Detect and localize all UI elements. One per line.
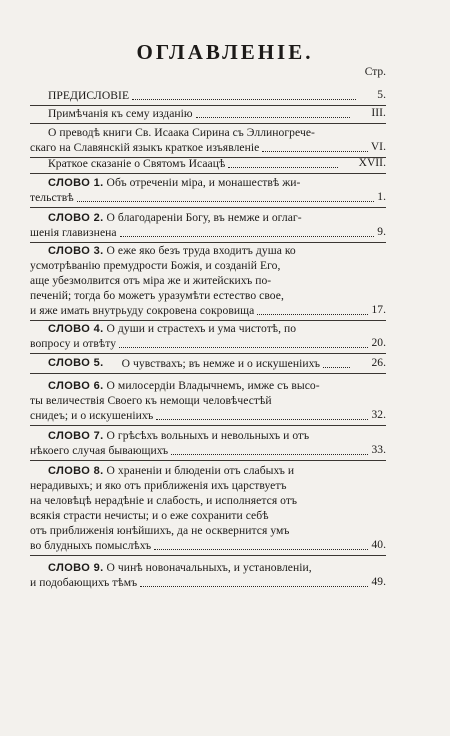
toc-entry-text: ты величествія Своего къ немощи человѣчестѣй bbox=[30, 394, 272, 407]
toc-entry-text: О милосердіи Владычнемъ, имже съ высо- bbox=[103, 379, 320, 392]
toc-entry bbox=[30, 106, 386, 121]
toc-entry-page: 32. bbox=[371, 409, 386, 421]
toc-entry-text: снидеъ; и о искушеніихъ bbox=[30, 409, 154, 422]
toc-entry-page: 26. bbox=[371, 357, 386, 369]
dot-leader bbox=[323, 367, 350, 368]
toc-entry bbox=[30, 321, 386, 351]
toc-entry-page: III. bbox=[371, 107, 386, 119]
toc-entry-page: 1. bbox=[377, 191, 386, 203]
toc-entry-text: скаго на Славянскій языкъ краткое изъявленіе bbox=[30, 141, 260, 154]
toc-entry bbox=[30, 125, 386, 155]
toc-entry-label: СЛОВО 9. bbox=[48, 562, 104, 574]
toc-entry-text: Объ отреченіи міра, и монашествѣ жи- bbox=[103, 176, 301, 189]
toc-entry-page: VI. bbox=[370, 141, 386, 153]
divider bbox=[30, 460, 386, 461]
toc-entry-text: на человѣцѣ нерадѣніе и слабость, и исполняется отъ bbox=[30, 494, 298, 507]
divider bbox=[30, 353, 386, 354]
toc-entry-text: отъ приближенія юнѣйшихъ, да не осквернится умъ bbox=[30, 524, 290, 537]
dot-leader bbox=[132, 99, 356, 100]
toc-entry bbox=[30, 243, 386, 318]
toc-entry-text: и подобающихъ тѣмъ bbox=[30, 576, 138, 589]
toc-entry-text: О души и страстехъ и ума чистотѣ, по bbox=[103, 322, 297, 335]
toc-entry bbox=[30, 428, 386, 458]
toc-entry-page: 49. bbox=[371, 576, 386, 588]
toc-entry-label: СЛОВО 3. bbox=[48, 245, 104, 257]
toc-entry bbox=[30, 210, 386, 240]
toc-entry bbox=[30, 175, 386, 205]
dot-leader bbox=[77, 201, 375, 202]
toc-entry bbox=[30, 88, 386, 103]
divider bbox=[30, 207, 386, 208]
toc-entry-text: нѣкоего случая бывающихъ bbox=[30, 444, 169, 457]
toc-entry-text: Примѣчанія къ сему изданію bbox=[48, 107, 193, 120]
toc-entry bbox=[30, 378, 386, 423]
dot-leader bbox=[196, 117, 351, 118]
toc-entry-text: О храненіи и блюденіи отъ слабыхъ и bbox=[103, 464, 295, 477]
toc-entry-text: нерадивыхъ; и яко отъ приближенія ихъ царствуетъ bbox=[30, 479, 287, 492]
toc-entry-text: ПРЕДИСЛОВІЕ bbox=[48, 89, 130, 102]
toc-entry-page: 40. bbox=[371, 539, 386, 551]
divider bbox=[30, 373, 386, 374]
divider bbox=[30, 123, 386, 124]
toc-entry-label: СЛОВО 2. bbox=[48, 212, 104, 224]
toc-entry-text: и яже имать внутрьуду сокровена сокровища bbox=[30, 304, 255, 317]
toc-entry-text: печеній; тогда бо можетъ уразумѣти естество свое, bbox=[30, 289, 284, 302]
dot-leader bbox=[119, 347, 368, 348]
toc-entry-page: 17. bbox=[371, 304, 386, 316]
page-column-label: Стр. bbox=[364, 66, 386, 78]
dot-leader bbox=[171, 454, 368, 455]
toc-entry-text: тельствѣ bbox=[30, 191, 74, 204]
toc-entry bbox=[30, 463, 386, 553]
dot-leader bbox=[262, 151, 368, 152]
dot-leader bbox=[156, 419, 368, 420]
toc-entry-text: О еже яко безъ труда входитъ душа ко bbox=[103, 244, 296, 257]
toc-entry-label: СЛОВО 7. bbox=[48, 430, 104, 442]
toc-entry-text: усмотрѣванію премудрости Божія, и созданій Его, bbox=[30, 259, 281, 272]
toc-entry-text: О грѣсѣхъ вольныхъ и невольныхъ и отъ bbox=[103, 429, 310, 442]
toc-entry-page: 20. bbox=[371, 337, 386, 349]
dot-leader bbox=[228, 167, 337, 168]
toc-entry-page: XVII. bbox=[358, 157, 386, 169]
toc-entry-text: О благодареніи Богу, въ немже и оглаг- bbox=[103, 211, 302, 224]
dot-leader bbox=[120, 236, 375, 237]
toc-entry bbox=[30, 560, 386, 590]
dot-leader bbox=[154, 549, 368, 550]
toc-entry bbox=[30, 356, 386, 371]
toc-entry-text: О преводѣ книги Св. Исаака Сирина съ Эллиногрече- bbox=[48, 126, 315, 139]
toc-entry-label: СЛОВО 8. bbox=[48, 465, 104, 477]
toc-entry-label: СЛОВО 6. bbox=[48, 380, 104, 392]
toc-entry-text: всякія страсти нечисты; и о еже сохранити себѣ bbox=[30, 509, 269, 522]
toc-entry-label: СЛОВО 4. bbox=[48, 323, 104, 335]
toc-entry-label: СЛОВО 5. bbox=[48, 357, 104, 369]
toc-entry-text: шенія главизнена bbox=[30, 226, 117, 239]
divider bbox=[30, 425, 386, 426]
toc-entry-page: 9. bbox=[377, 226, 386, 238]
divider bbox=[30, 555, 386, 556]
divider bbox=[30, 173, 386, 174]
toc-entry-text: аще убезмолвится отъ міра же и житейскихъ по- bbox=[30, 274, 272, 287]
dot-leader bbox=[257, 314, 368, 315]
page-title: ОГЛАВЛЕНІЕ. bbox=[136, 40, 314, 64]
toc-entry-text: О чувствахъ; въ немже и о искушеніихъ bbox=[121, 357, 321, 370]
toc-entry bbox=[30, 156, 386, 171]
toc-entry-label: СЛОВО 1. bbox=[48, 177, 104, 189]
toc-entry-text: О чинѣ новоначальныхъ, и установленіи, bbox=[103, 561, 312, 574]
toc-entry-page: 5. bbox=[377, 89, 386, 101]
dot-leader bbox=[140, 586, 368, 587]
toc-entry-text: вопросу и отвѣту bbox=[30, 337, 117, 350]
toc-entry-text: во блудныхъ помыслѣхъ bbox=[30, 539, 152, 552]
toc-entry-page: 33. bbox=[371, 444, 386, 456]
toc-entry-text: Краткое сказаніе о Святомъ Исаацѣ bbox=[48, 157, 226, 170]
